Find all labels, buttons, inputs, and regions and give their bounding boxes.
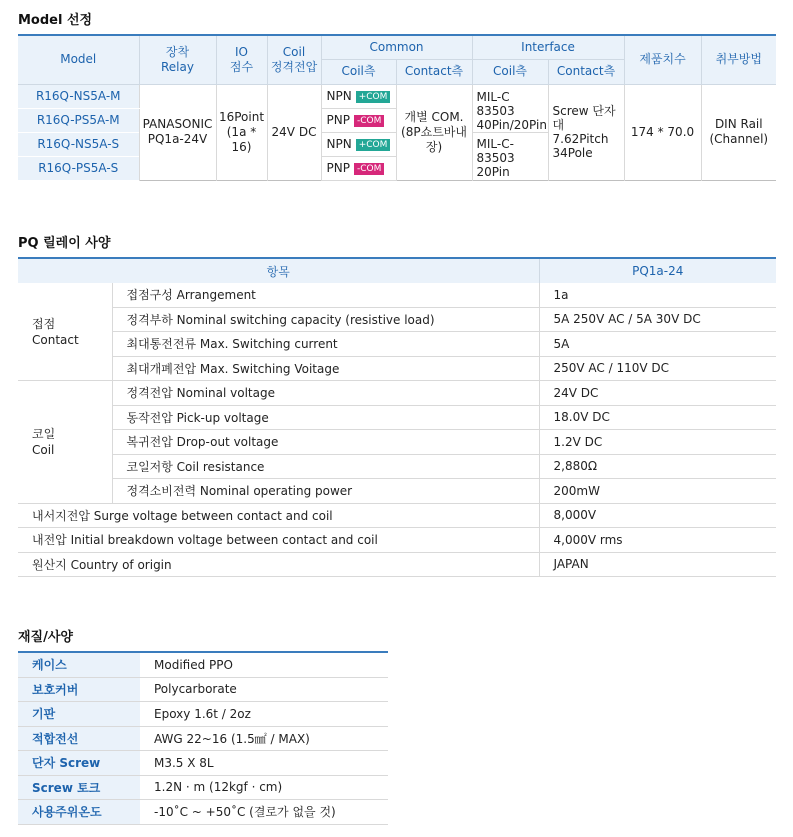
material-value: Modified PPO [140, 652, 388, 677]
spec-label: 내서지전압 Surge voltage between contact and coil [18, 503, 539, 528]
spec-value: 18.0V DC [539, 405, 776, 430]
spec-label: 동작전압 Pick-up voltage [112, 405, 539, 430]
material-value: 1.2N · m (12kgf · cm) [140, 775, 388, 800]
interface-coil-m-cell: MIL-C 83503 40Pin/20Pin [472, 84, 548, 132]
material-label: 기판 [18, 702, 140, 727]
material-value: AWG 22~16 (1.5㎟ / MAX) [140, 726, 388, 751]
header-common-contact: Contact측 [396, 59, 472, 84]
spec-label: 원산지 Country of origin [18, 552, 539, 577]
material-value: -10˚C ~ +50˚C (결로가 없을 것) [140, 800, 388, 825]
coil-group-label: 코일 Coil [18, 381, 112, 504]
header-interface: Interface [472, 35, 624, 59]
interface-coil-s-cell: MIL-C-83503 20Pin [472, 132, 548, 180]
material-label: Screw 토크 [18, 775, 140, 800]
relay-cell: PANASONIC PQ1a-24V [139, 84, 216, 180]
model-cell: R16Q-PS5A-S [18, 156, 139, 180]
spec-label: 정격전압 Nominal voltage [112, 381, 539, 406]
model-section-title: Model 선정 [18, 13, 93, 28]
io-cell: 16Point (1a * 16) [216, 84, 267, 180]
material-value: Epoxy 1.6t / 2oz [140, 702, 388, 727]
spec-table [18, 257, 776, 577]
spec-header-value: PQ1a-24 [539, 258, 776, 283]
spec-value: 24V DC [539, 381, 776, 406]
common-coil-cell: NPN +COM [321, 84, 396, 108]
spec-value: 200mW [539, 479, 776, 504]
header-common: Common [321, 35, 472, 59]
header-io: IO 점수 [216, 35, 267, 84]
spec-label: 내전압 Initial breakdown voltage between contact and coil [18, 528, 539, 553]
header-relay: 장착 Relay [139, 35, 216, 84]
material-label: 보호커버 [18, 677, 140, 702]
spec-value: 1.2V DC [539, 430, 776, 455]
material-table [18, 651, 388, 825]
model-cell: R16Q-NS5A-M [18, 84, 139, 108]
size-cell: 174 * 70.0 [624, 84, 701, 180]
material-value: M3.5 X 8L [140, 751, 388, 776]
minus-com-badge: -COM [354, 115, 384, 127]
common-contact-cell: 개별 COM. (8P쇼트바내장) [396, 84, 472, 180]
plus-com-badge: +COM [356, 139, 391, 151]
header-interface-coil: Coil측 [472, 59, 548, 84]
header-coil-voltage: Coil 정격전압 [267, 35, 321, 84]
model-cell: R16Q-NS5A-S [18, 132, 139, 156]
common-coil-cell: PNP -COM [321, 156, 396, 180]
spec-label: 최대통전전류 Max. Switching current [112, 332, 539, 357]
header-common-coil: Coil측 [321, 59, 396, 84]
interface-contact-cell: Screw 단자대 7.62Pitch 34Pole [548, 84, 624, 180]
spec-label: 정격소비전력 Nominal operating power [112, 479, 539, 504]
header-mount: 취부방법 [701, 35, 776, 84]
mount-cell: DIN Rail (Channel) [701, 84, 776, 180]
spec-label: 접점구성 Arrangement [112, 283, 539, 307]
spec-value: 4,000V rms [539, 528, 776, 553]
spec-label: 코일저항 Coil resistance [112, 454, 539, 479]
spec-header-item: 항목 [18, 258, 539, 283]
spec-value: 5A 250V AC / 5A 30V DC [539, 307, 776, 332]
contact-group-label: 접점 Contact [18, 283, 112, 381]
material-value: Polycarborate [140, 677, 388, 702]
common-coil-cell: NPN +COM [321, 132, 396, 156]
material-label: 사용주위온도 [18, 800, 140, 825]
spec-section-title: PQ 릴레이 사양 [18, 236, 111, 251]
spec-value: JAPAN [539, 552, 776, 577]
coil-voltage-cell: 24V DC [267, 84, 321, 180]
spec-value: 5A [539, 332, 776, 357]
spec-value: 2,880Ω [539, 454, 776, 479]
plus-com-badge: +COM [356, 91, 391, 103]
common-coil-cell: PNP -COM [321, 108, 396, 132]
spec-label: 복귀전압 Drop-out voltage [112, 430, 539, 455]
model-cell: R16Q-PS5A-M [18, 108, 139, 132]
spec-value: 8,000V [539, 503, 776, 528]
header-size: 제품치수 [624, 35, 701, 84]
minus-com-badge: -COM [354, 163, 384, 175]
material-label: 단자 Screw [18, 751, 140, 776]
spec-label: 정격부하 Nominal switching capacity (resistive load) [112, 307, 539, 332]
header-interface-contact: Contact측 [548, 59, 624, 84]
header-model: Model [18, 35, 139, 84]
spec-value: 250V AC / 110V DC [539, 356, 776, 381]
material-label: 적합전선 [18, 726, 140, 751]
model-table [18, 34, 776, 181]
material-label: 케이스 [18, 652, 140, 677]
spec-label: 최대개폐전압 Max. Switching Voitage [112, 356, 539, 381]
material-section-title: 재질/사양 [18, 630, 73, 645]
spec-value: 1a [539, 283, 776, 307]
